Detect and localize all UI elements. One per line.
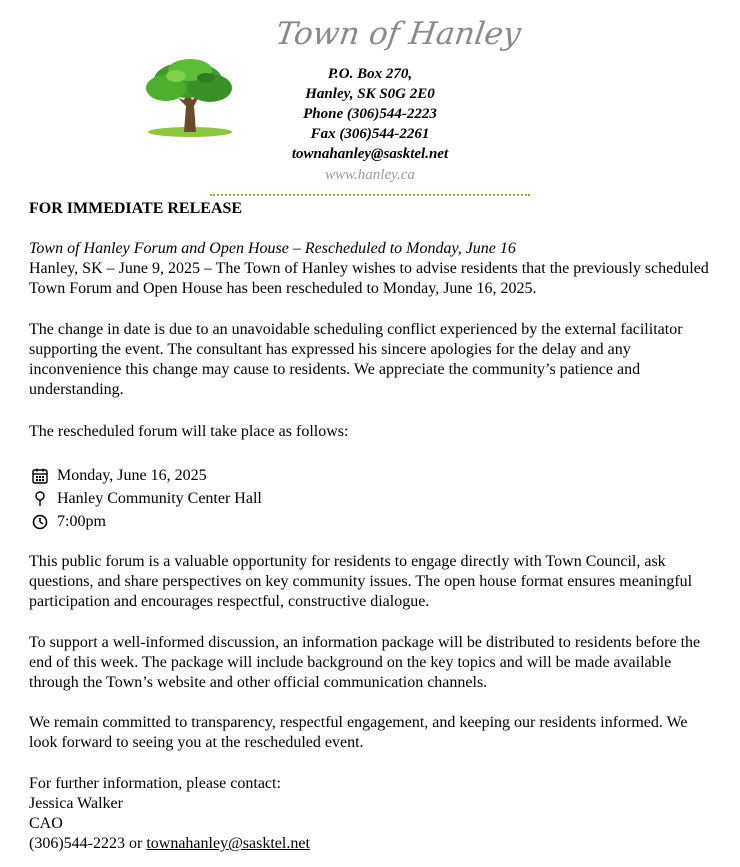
town-name-logo-text: Town of Hanley (273, 16, 524, 52)
tree-logo-icon (140, 58, 236, 138)
website-link[interactable]: www.hanley.ca (325, 167, 415, 183)
forum-paragraph: This public forum is a valuable opportunity for residents to engage directly with Town Council, ask questions, and share perspectives on key community issues. The open house format ensures meaningful participation and encourages respectful, constructive dialogue. (29, 553, 693, 610)
contact-title: CAO (29, 815, 63, 832)
contact-email-link[interactable]: townahanley@sasktel.net (146, 835, 310, 852)
contact-intro: For further information, please contact: (29, 775, 281, 792)
address-city: Hanley, SK S0G 2E0 (305, 86, 435, 102)
address-po-box: P.O. Box 270, (327, 66, 413, 82)
release-headline: Town of Hanley Forum and Open House – Rescheduled to Monday, June 16 (29, 240, 516, 257)
event-time-row (29, 510, 429, 533)
location-pin-icon (29, 490, 51, 508)
event-time: 7:00pm (57, 512, 106, 530)
letterhead-divider (210, 194, 530, 196)
event-details (29, 464, 429, 533)
clock-icon (29, 513, 51, 531)
event-location: Hanley Community Center Hall (57, 489, 262, 507)
commitment-paragraph: We remain committed to transparency, respectful engagement, and keeping our residents informed. We look forward to seeing you at the rescheduled event. (29, 714, 688, 751)
calendar-icon (29, 467, 51, 485)
address-email: townahanley@sasktel.net (291, 146, 449, 162)
event-location-row (29, 487, 429, 510)
release-label: FOR IMMEDIATE RELEASE (29, 200, 243, 217)
letterhead (0, 0, 740, 200)
event-date: Monday, June 16, 2025 (57, 466, 207, 484)
package-paragraph: To support a well-informed discussion, an information package will be distributed to residents before the end of this week. The package will include background on the key topics and will be made available through the Town’s website and other official communication channels. (29, 634, 701, 691)
change-paragraph: The change in date is due to an unavoidable scheduling conflict experienced by the external facilitator supporting the event. The consultant has expressed his sincere apologies for the delay and any inconvenience this change may cause to residents. We appreciate the community’s patience and understanding. (29, 321, 683, 398)
intro-paragraph: Hanley, SK – June 9, 2025 – The Town of Hanley wishes to advise residents that the previously scheduled Town Forum and Open House has been rescheduled to Monday, June 16, 2025. (29, 260, 709, 297)
contact-name: Jessica Walker (29, 795, 123, 812)
address-block (250, 64, 490, 164)
contact-block (29, 774, 719, 854)
follows-paragraph: The rescheduled forum will take place as follows: (29, 423, 349, 440)
contact-phone: (306)544-2223 or (29, 835, 147, 852)
contact-phone-email-line (29, 834, 719, 854)
event-date-row (29, 464, 429, 487)
address-phone: Phone (306)544-2223 (303, 106, 437, 122)
address-fax: Fax (306)544-2261 (310, 126, 430, 142)
